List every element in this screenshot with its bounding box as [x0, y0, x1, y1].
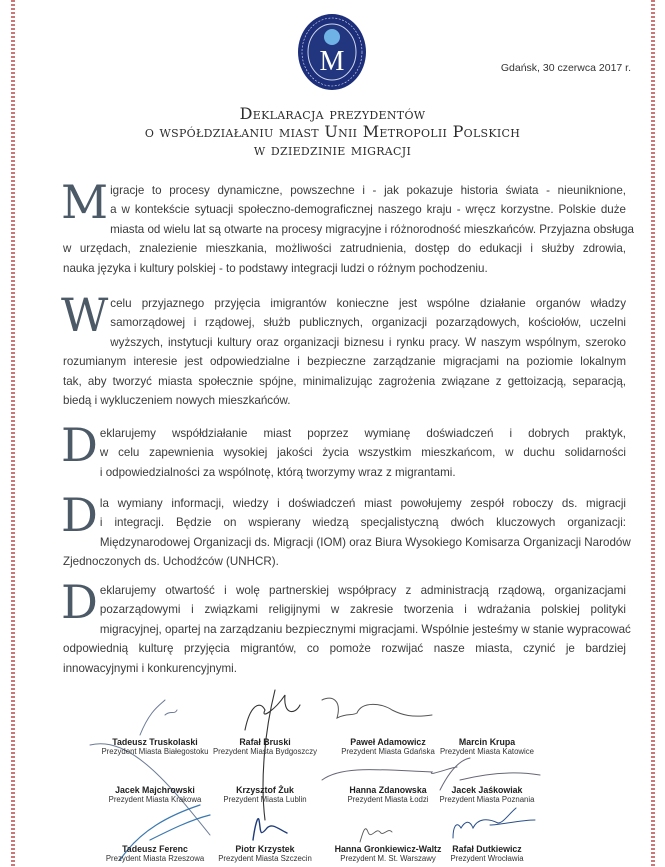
signatory-name: Krzysztof Żuk: [236, 785, 294, 795]
signature-scribble: [90, 700, 210, 835]
signatory-title: Prezydent Miasta Poznania: [439, 795, 535, 804]
signatory: [412, 785, 562, 805]
paragraph-line: pozarządowymi i związkami religijnymi w zakresie tworzenia i wdrażania polskiej polityki: [99, 603, 626, 617]
signatory-title: Prezydent Miasta Lublin: [223, 795, 307, 804]
signature-scribble: [253, 819, 287, 840]
paragraph-line: biedą i wykluczeniem nowych mieszkańców.: [63, 394, 291, 408]
paragraph-line: i integracji. Będzie on wspierany wiedzą specjalistyczną dwóch kluczowych organizacji:: [99, 516, 626, 530]
signatory-name: Jacek Jaśkowiak: [451, 785, 523, 795]
signature-scribble: [322, 698, 432, 718]
signature-scribble: [360, 829, 392, 842]
signatory-title: Prezydent Miasta Łodzi: [347, 795, 429, 804]
paragraph-line: igracje to procesy dynamiczne, powszechne i - jak pokazuje historia świata - nieuniknione,: [110, 184, 626, 197]
paragraph: [61, 575, 631, 678]
paragraph-line: eklarujemy otwartość i wolę partnerskiej współpracy z administracją rządową, organizacjami: [99, 584, 626, 597]
paragraph-line: eklarujemy współdziałanie miast poprzez wymianę doświadczeń i dobrych praktyk,: [99, 427, 626, 440]
paragraph-line: Zjednoczonych ds. Uchodźców (UNHCR).: [63, 555, 279, 569]
signatory-name: Paweł Adamowicz: [350, 737, 426, 747]
signatory-title: Prezydent Wrocławia: [450, 854, 524, 863]
paragraph-line: migracyjnej, opartej na zarządzaniu bezpiecznymi migracjami. Wspólnie jesteśmy w stanie wypracować: [99, 622, 631, 636]
signatory-name: Hanna Zdanowska: [349, 785, 427, 795]
paragraph-line: Międzynarodowej Organizacji ds. Migracji (IOM) oraz Biura Wysokiego Komisarza Organizacji Narodów: [99, 535, 631, 549]
title-line: Deklaracja prezydentów: [239, 104, 426, 123]
drop-cap: D: [61, 418, 98, 472]
paragraph-line: wyższych, instytucji kultury oraz organizacji biznesu i rynku pracy. W naszym wspólnym, szeroko: [110, 335, 626, 349]
drop-cap: D: [61, 575, 98, 629]
paragraph-line: odpowiednią kulturę przyjęcia migrantów, co pomoże rozwijać nasze miasta, czynić je bardziej: [63, 642, 626, 656]
paragraph-line: la wymiany informacji, wiedzy i doświadczeń miast powołujemy zespół roboczy ds. migracji: [99, 497, 626, 510]
signatory-title: Prezydent Miasta Rzeszowa: [105, 854, 205, 863]
signatory-name: Piotr Krzystek: [235, 844, 295, 854]
svg-text:M: M: [319, 46, 345, 77]
drop-cap: M: [61, 175, 109, 229]
paragraph-line: tak, aby tworzyć miasta społecznie spójne, minimalizując zagrożenia związane z gettoizacją, separacją,: [63, 374, 626, 388]
signatory-name: Tadeusz Truskolaski: [112, 737, 198, 747]
paragraph-line: samorządowej i rządowej, służb publicznych, organizacji pozarządowych, kościołów, uczelni: [110, 316, 626, 330]
paragraph: [61, 175, 635, 278]
union-logo: [296, 12, 368, 92]
signatory-name: Hanna Gronkiewicz-Waltz: [334, 844, 442, 854]
signature-scribble: [453, 808, 535, 838]
signatory-name: Marcin Krupa: [458, 737, 516, 747]
signatory-name: Tadeusz Ferenc: [122, 844, 188, 854]
drop-cap: W: [61, 288, 109, 342]
paragraph: [61, 488, 631, 572]
signatures-area: [0, 680, 665, 867]
signatory-name: Rafał Dutkiewicz: [452, 844, 522, 854]
signatory-title: Prezydent Miasta Bydgoszczy: [212, 747, 317, 756]
paragraph-line: a w kontekście sytuacji społeczno-demograficznej naszego kraju - wręcz korzystne. Polskie duże: [110, 203, 626, 217]
signatory-title: Prezydent Miasta Krakowa: [108, 795, 202, 804]
signatory-title: Prezydent Miasta Katowice: [439, 747, 535, 756]
signatory-title: Prezydent M. St. Warszawy: [340, 854, 436, 863]
signatory-title: Prezydent Miasta Szczecin: [218, 854, 312, 863]
paragraph-line: w celu zapewnienia wysokiej jakości życia wszystkim mieszkańcom, w duchu solidarności: [99, 446, 626, 460]
title-line: w dziedzinie migracji: [253, 140, 412, 159]
signatory-title: Prezydent Miasta Gdańska: [341, 747, 435, 756]
signatory-title: Prezydent Miasta Białegostoku: [101, 747, 209, 756]
paragraph-line: w urzędach, znalezienie mieszkania, możliwości zatrudnienia, dostęp do edukacji i służby zdrowia,: [63, 242, 626, 256]
drop-cap: D: [61, 488, 98, 542]
paragraph: [61, 288, 626, 410]
paragraph-line: celu przyjaznego przyjęcia imigrantów konieczne jest wspólne działanie organów władzy: [110, 297, 626, 310]
document-date: Gdańsk, 30 czerwca 2017 r.: [500, 62, 631, 74]
document-title: [0, 105, 665, 159]
signatory-name: Jacek Majchrowski: [115, 785, 195, 795]
paragraph-line: rozumianym interesie jest odpowiedzialne i bezpieczne zarządzanie migracjami na poziomie lokalnym: [63, 355, 626, 369]
paragraph-line: i odpowiedzialności za wspólnotę, którą tworzymy wraz z migrantami.: [99, 465, 456, 479]
title-line: o współdziałaniu miast Unii Metropolii Polskich: [144, 122, 521, 141]
paragraph-line: nauka języka i kultury polskiej - to podstawy integracji ludzi o różnym pochodzeniu.: [63, 261, 488, 275]
signatory: [412, 737, 562, 757]
paragraph: [61, 418, 626, 482]
paragraph-line: miasta od wielu lat są otwarte na procesy migracyjne i różnorodność mieszkańców. Przyjazna obsługa: [110, 222, 635, 236]
signatory: [412, 844, 562, 864]
paragraph-line: innowacyjnymi i konkurencyjnymi.: [63, 661, 237, 675]
signatory-name: Rafał Bruski: [239, 737, 291, 747]
